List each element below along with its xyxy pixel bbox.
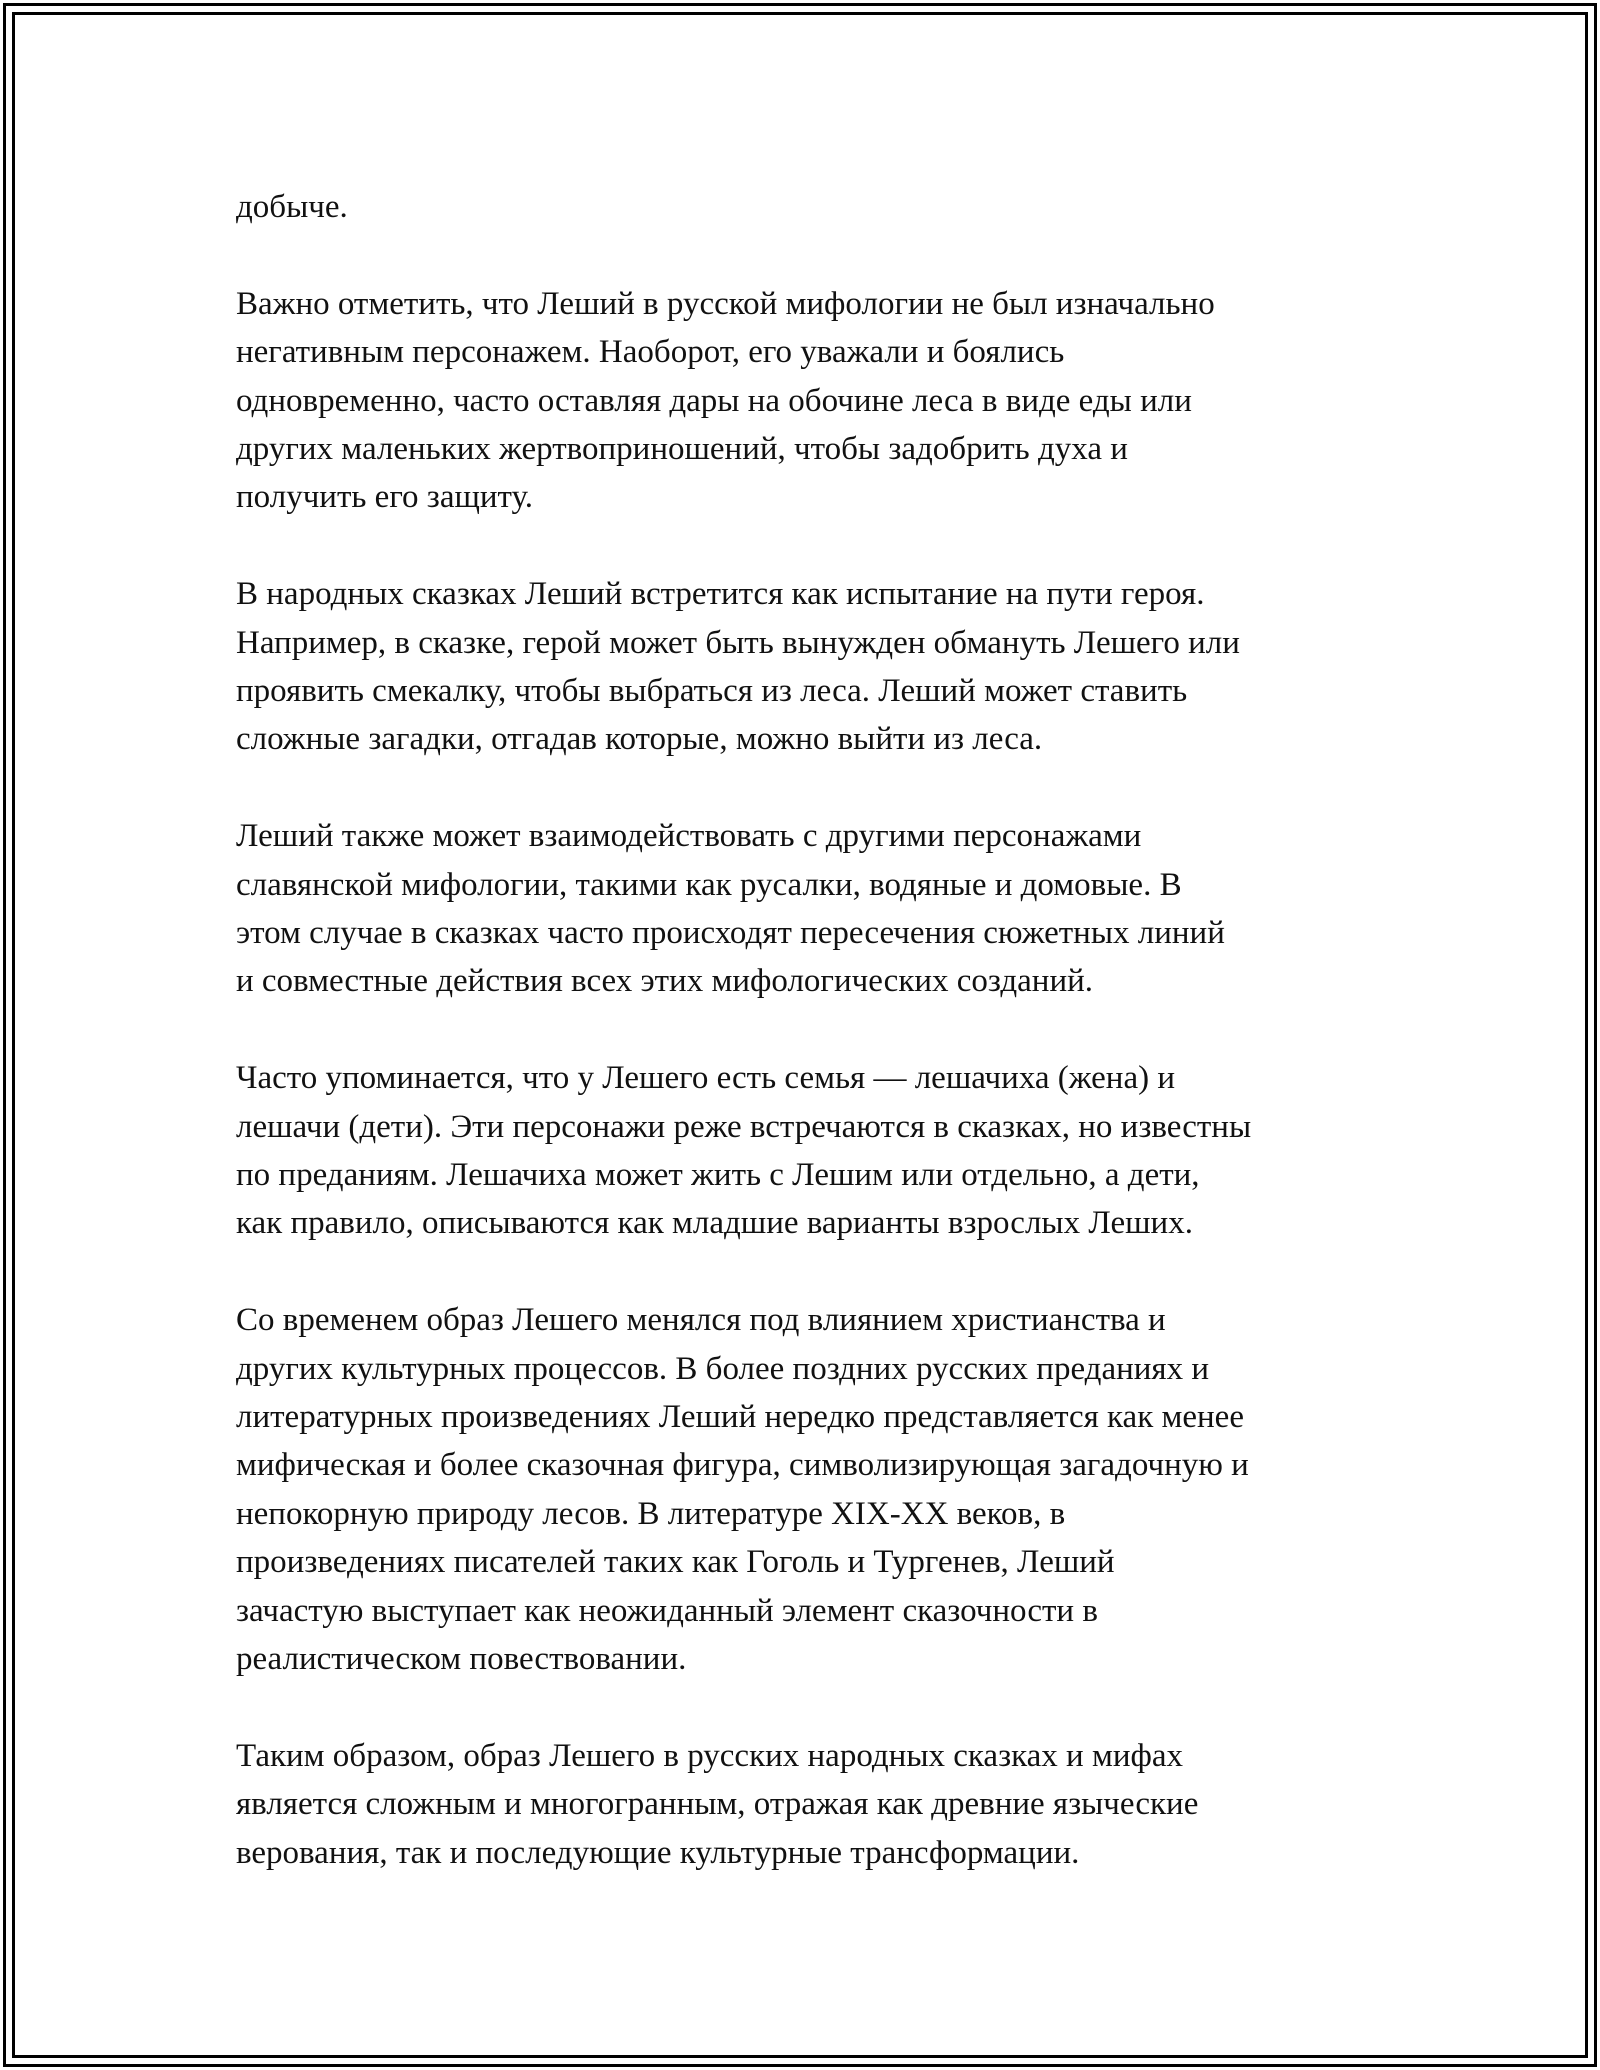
paragraph-2: Важно отметить, что Леший в русской мифологии не был изначально негативным персонажем. Наоборот, его уважали и боялись одновременно, часто оставляя дары на обочине леса в виде еды или других маленьких жертвоприношений, чтобы задобрить духа и получить его защиту. [236, 285, 1215, 516]
document-body [236, 183, 1386, 1926]
paragraph-6: Со временем образ Лешего менялся под влиянием христианства и других культурных процессов. В более поздних русских преданиях и литературных произведениях Леший нередко представляется как менее мифическая и более сказочная фигура, символизирующая загадочную и непокорную природу лесов. В литературе XIX-XX веков, в произведениях писателей таких как Гоголь и Тургенев, Леший зачастую выступает как неожиданный элемент сказочности в реалистическом повествовании. [236, 1302, 1249, 1678]
paragraph-7: Таким образом, образ Лешего в русских народных сказках и мифах является сложным и многогранным, отражая как древние языческие верования, так и последующие культурные трансформации. [236, 1737, 1199, 1871]
paragraph-5: Часто упоминается, что у Лешего есть семья — лешачиха (жена) и лешачи (дети). Эти персонажи реже встречаются в сказках, но известны по преданиям. Лешачиха может жить с Лешим или отдельно, а дети, как правило, описываются как младшие варианты взрослых Леших. [236, 1060, 1252, 1242]
paragraph-3: В народных сказках Леший встретится как испытание на пути героя. Например, в сказке, герой может быть вынужден обмануть Лешего или проявить смекалку, чтобы выбраться из леса. Леший может ставить сложные загадки, отгадав которые, можно выйти из леса. [236, 576, 1240, 758]
paragraph-4: Леший также может взаимодействовать с другими персонажами славянской мифологии, такими как русалки, водяные и домовые. В этом случае в сказках часто происходят пересечения сюжетных линий и совместные действия всех этих мифологических созданий. [236, 818, 1225, 1000]
paragraph-1: добыче. [236, 189, 348, 225]
